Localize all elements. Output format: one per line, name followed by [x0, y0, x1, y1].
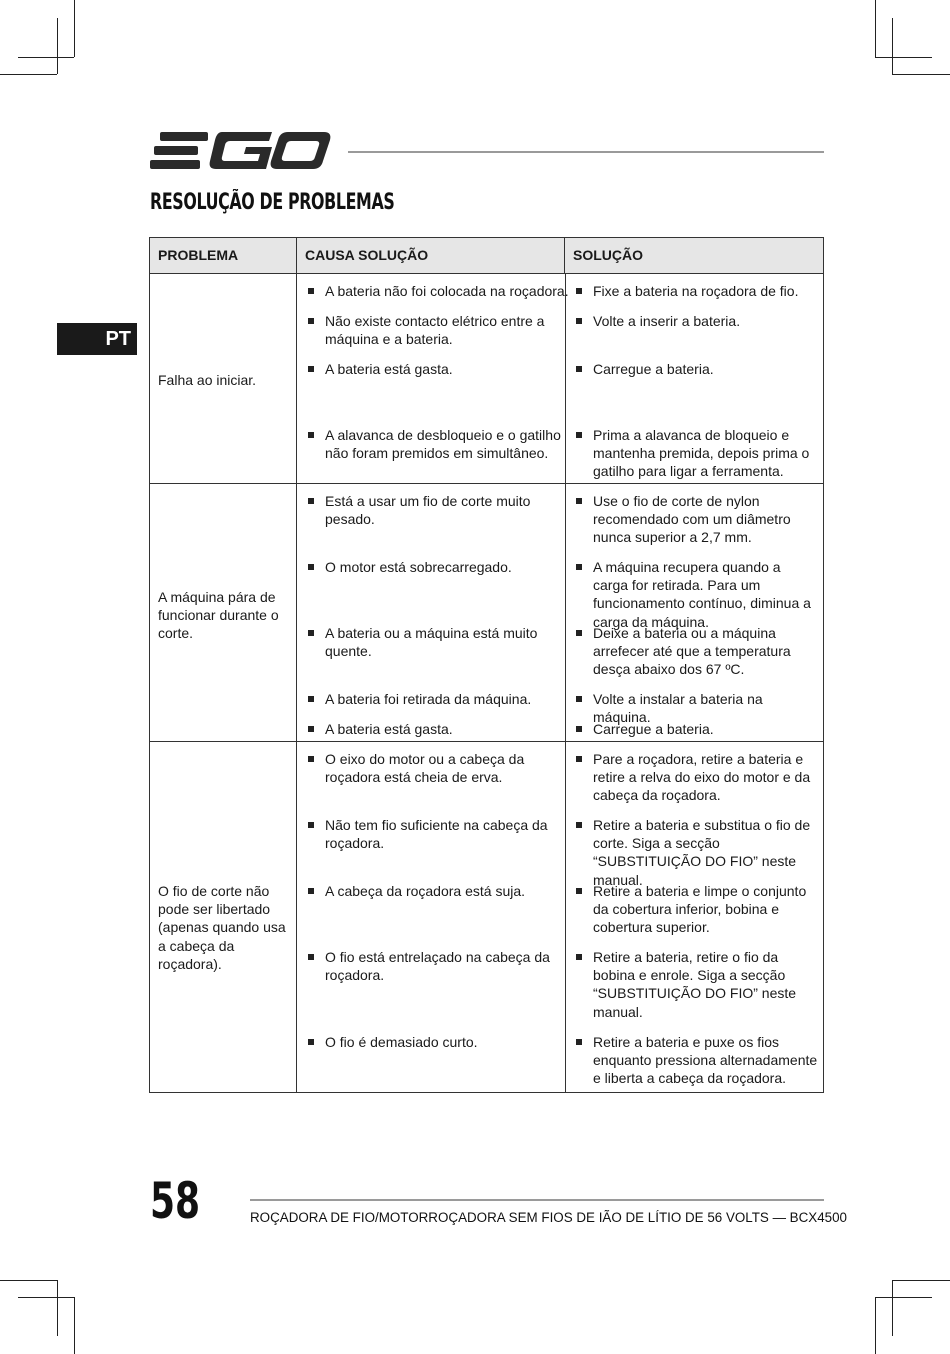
- crop-mark: [892, 74, 950, 75]
- page-number: 58: [150, 1172, 201, 1230]
- cause-item: A bateria está gasta.: [308, 720, 570, 738]
- crop-mark: [892, 1280, 893, 1336]
- cause-item: Não existe contacto elétrico entre a máquina e a bateria.: [308, 312, 570, 348]
- table-section: [150, 484, 823, 742]
- cause-item: A bateria ou a máquina está muito quente.: [308, 624, 570, 660]
- crop-mark: [875, 57, 932, 58]
- solution-item: Retire a bateria e limpe o conjunto da cobertura inferior, bobina e cobertura superior.: [576, 882, 818, 937]
- problem-cell: O fio de corte não pode ser libertado (apenas quando usa a cabeça da roçadora).: [158, 883, 286, 972]
- cause-item: O fio está entrelaçado na cabeça da roçadora.: [308, 948, 570, 984]
- cause-item: O fio é demasiado curto.: [308, 1033, 570, 1051]
- crop-mark: [892, 18, 893, 74]
- cause-item: O motor está sobrecarregado.: [308, 558, 570, 576]
- footer-rule: [250, 1199, 824, 1201]
- troubleshooting-table: [149, 237, 824, 1093]
- table-header: [150, 238, 823, 274]
- solution-item: Pare a roçadora, retire a bateria e retire a relva do eixo do motor e da cabeça da roçadora.: [576, 750, 818, 805]
- solution-item: Retire a bateria e puxe os fios enquanto pressiona alternadamente e liberta a cabeça da roçadora.: [576, 1033, 818, 1088]
- column-divider: [296, 484, 297, 741]
- solution-item: Prima a alavanca de bloqueio e mantenha premida, depois prima o gatilho para ligar a ferramenta.: [576, 426, 818, 481]
- cause-item: A alavanca de desbloqueio e o gatilho não foram premidos em simultâneo.: [308, 426, 570, 462]
- crop-mark: [57, 18, 58, 74]
- crop-mark: [875, 1297, 932, 1298]
- column-header-problem: PROBLEMA: [150, 238, 297, 273]
- crop-mark: [18, 57, 74, 58]
- crop-mark: [0, 1280, 57, 1281]
- table-section: [150, 274, 823, 484]
- table-section: [150, 742, 823, 1092]
- cause-item: A bateria foi retirada da máquina.: [308, 690, 570, 708]
- solution-item: Deixe a bateria ou a máquina arrefecer até que a temperatura desça abaixo dos 67 ºC.: [576, 624, 818, 679]
- crop-mark: [0, 74, 57, 75]
- solution-item: Volte a instalar a bateria na máquina.: [576, 690, 818, 726]
- cause-item: Não tem fio suficiente na cabeça da roçadora.: [308, 816, 570, 852]
- crop-mark: [18, 1297, 74, 1298]
- solution-item: Use o fio de corte de nylon recomendado com um diâmetro nunca superior a 2,7 mm.: [576, 492, 818, 547]
- column-divider: [296, 274, 297, 483]
- ego-logo: [150, 130, 332, 172]
- solution-item: Retire a bateria e substitua o fio de corte. Siga a secção “SUBSTITUIÇÃO DO FIO” neste manual.: [576, 816, 818, 889]
- column-divider: [296, 742, 297, 1092]
- cause-item: O eixo do motor ou a cabeça da roçadora está cheia de erva.: [308, 750, 570, 786]
- page-title: RESOLUÇÃO DE PROBLEMAS: [150, 190, 395, 215]
- solution-item: Carregue a bateria.: [576, 720, 818, 738]
- language-tab: PT: [57, 323, 137, 355]
- cause-item: A bateria está gasta.: [308, 360, 570, 378]
- crop-mark: [892, 1280, 950, 1281]
- header-rule: [348, 151, 824, 153]
- cause-item: A bateria não foi colocada na roçadora.: [308, 282, 570, 300]
- problem-cell: A máquina pára de funcionar durante o corte.: [158, 589, 279, 642]
- crop-mark: [74, 1297, 75, 1354]
- crop-mark: [57, 1280, 58, 1336]
- crop-mark: [875, 0, 876, 57]
- solution-item: Fixe a bateria na roçadora de fio.: [576, 282, 818, 300]
- cause-item: Está a usar um fio de corte muito pesado.: [308, 492, 570, 528]
- crop-mark: [875, 1297, 876, 1354]
- solution-item: A máquina recupera quando a carga for retirada. Para um funcionamento contínuo, diminua a carga da máquina.: [576, 558, 818, 631]
- problem-cell: Falha ao iniciar.: [158, 372, 257, 388]
- solution-item: Carregue a bateria.: [576, 360, 818, 378]
- column-header-cause: CAUSA SOLUÇÃO: [297, 238, 565, 273]
- column-header-solution: SOLUÇÃO: [573, 247, 643, 263]
- solution-item: Volte a inserir a bateria.: [576, 312, 818, 330]
- footer-text: ROÇADORA DE FIO/MOTORROÇADORA SEM FIOS DE IÃO DE LÍTIO DE 56 VOLTS — BCX4500: [250, 1210, 848, 1225]
- solution-item: Retire a bateria, retire o fio da bobina e enrole. Siga a secção “SUBSTITUIÇÃO DO FIO” neste manual.: [576, 948, 818, 1021]
- cause-item: A cabeça da roçadora está suja.: [308, 882, 570, 900]
- crop-mark: [74, 0, 75, 57]
